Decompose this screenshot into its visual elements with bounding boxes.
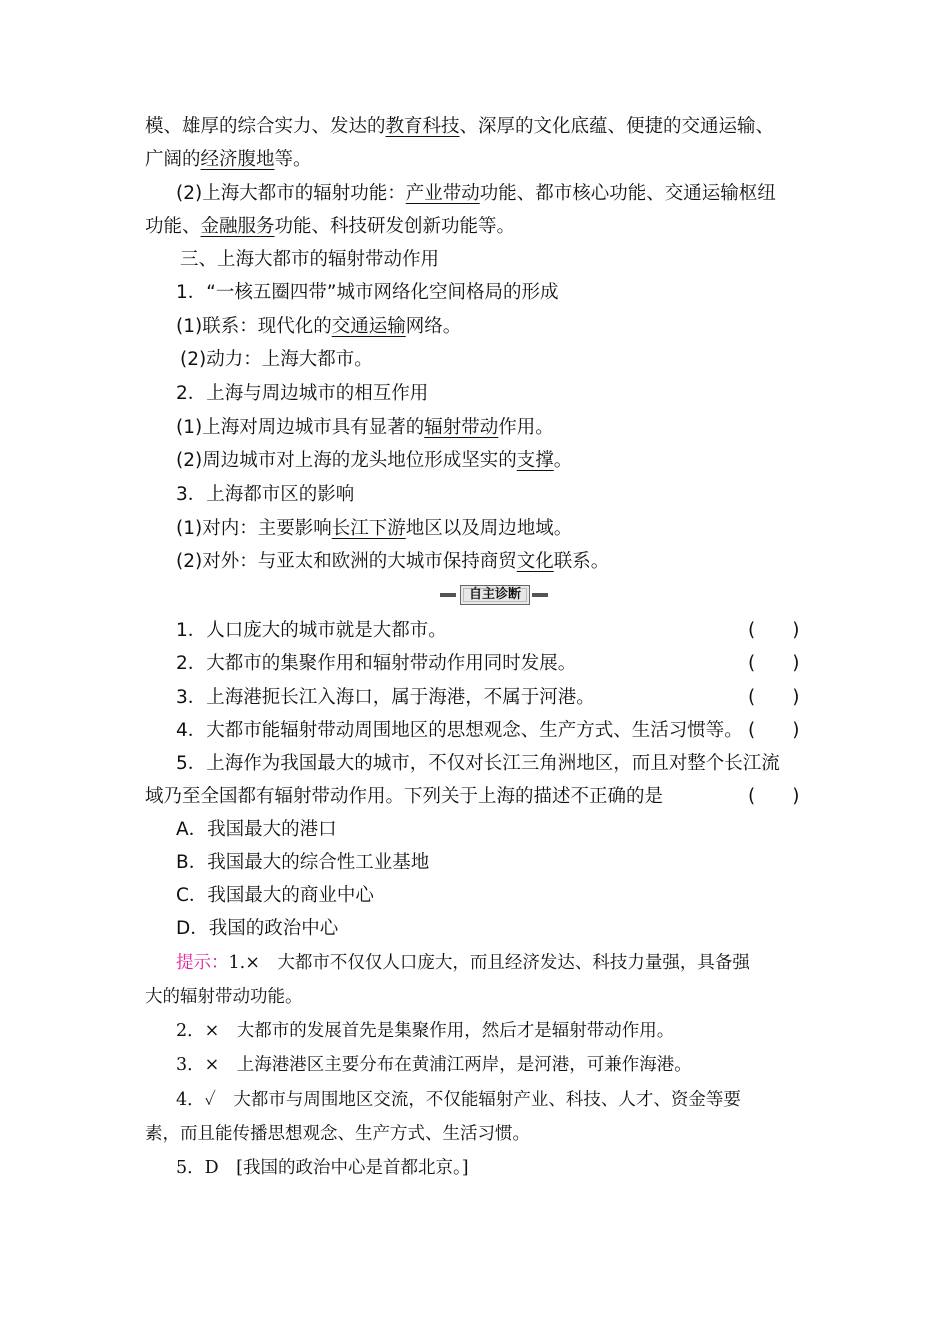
underlined-term: 文化 <box>516 551 554 572</box>
underlined-term: 支撑 <box>516 450 554 471</box>
answer-parenthesis: ( ) <box>748 620 800 641</box>
question-4: 4．大都市能辐射带动周围地区的思想观念、生产方式、生活习惯等。 <box>176 720 743 741</box>
question-5-line-1: 5．上海作为我国最大的城市，不仅对长江三角洲地区，而且对整个长江流 <box>176 753 780 774</box>
underlined-term: 产业带动 <box>405 183 480 204</box>
section-heading: 三、上海大都市的辐射带动作用 <box>180 249 440 270</box>
intro-line-4: 功能、金融服务功能、科技研发创新功能等。 <box>145 216 516 237</box>
answer-4-line-2: 素，而且能传播思想观念、生产方式、生活习惯。 <box>145 1124 530 1144</box>
question-2: 2．大都市的集聚作用和辐射带动作用同时发展。 <box>176 653 577 674</box>
answer-4-line-1: 4．✓ 大都市与周围地区交流，不仅能辐射产业、科技、人才、资金等要 <box>176 1090 741 1110</box>
point-3-title: 3．上海都市区的影响 <box>176 484 355 505</box>
point-2b: (2)周边城市对上海的龙头地位形成坚实的支撑。 <box>176 450 573 471</box>
option-a: A．我国最大的港口 <box>176 819 337 840</box>
answer-5: 5．D [我国的政治中心是首都北京。] <box>176 1158 469 1178</box>
option-b: B．我国最大的综合性工业基地 <box>176 852 430 873</box>
badge-box: 自主诊断 <box>460 585 530 605</box>
self-diagnosis-badge <box>440 585 550 605</box>
underlined-term: 经济腹地 <box>200 149 275 170</box>
answer-1-line-2: 大的辐射带动功能。 <box>145 987 303 1007</box>
question-1: 1．人口庞大的城市就是大都市。 <box>176 620 447 641</box>
point-1b: (2)动力：上海大都市。 <box>180 349 373 370</box>
option-d: D．我国的政治中心 <box>176 918 339 939</box>
underlined-term: 交通运输 <box>331 316 406 337</box>
underlined-term: 教育科技 <box>385 116 460 137</box>
answer-parenthesis: ( ) <box>748 653 800 674</box>
tip-label: 提示： <box>176 953 229 973</box>
question-3: 3．上海港扼长江入海口，属于海港，不属于河港。 <box>176 687 595 708</box>
option-c: C．我国最大的商业中心 <box>176 885 374 906</box>
answer-parenthesis: ( ) <box>748 786 800 807</box>
intro-line-3: (2)上海大都市的辐射功能：产业带动功能、都市核心功能、交通运输枢纽 <box>176 183 776 204</box>
intro-line-2: 广阔的经济腹地等。 <box>145 149 312 170</box>
answer-parenthesis: ( ) <box>748 720 800 741</box>
underlined-term: 金融服务 <box>200 216 275 237</box>
point-1a: (1)联系：现代化的交通运输网络。 <box>176 316 462 337</box>
point-1-title: 1．“一核五圈四带”城市网络化空间格局的形成 <box>176 282 559 303</box>
point-2-title: 2．上海与周边城市的相互作用 <box>176 383 429 404</box>
answer-2: 2．× 大都市的发展首先是集聚作用，然后才是辐射带动作用。 <box>176 1021 675 1041</box>
point-3a: (1)对内：主要影响长江下游地区以及周边地域。 <box>176 518 573 539</box>
underlined-term: 辐射带动 <box>424 417 499 438</box>
answer-parenthesis: ( ) <box>748 687 800 708</box>
answer-3: 3．× 上海港港区主要分布在黄浦江两岸，是河港，可兼作海港。 <box>176 1055 692 1075</box>
underlined-term: 长江下游 <box>331 518 406 539</box>
badge-left-bar <box>440 593 456 597</box>
badge-right-bar <box>532 593 548 597</box>
point-2a: (1)上海对周边城市具有显著的辐射带动作用。 <box>176 417 554 438</box>
point-3b: (2)对外：与亚太和欧洲的大城市保持商贸文化联系。 <box>176 551 610 572</box>
question-5-line-2: 域乃至全国都有辐射带动作用。下列关于上海的描述不正确的是 <box>145 786 664 807</box>
intro-line-1: 模、雄厚的综合实力、发达的教育科技、深厚的文化底蕴、便捷的交通运输、 <box>145 116 775 137</box>
answer-1-line-1: 提示：1.× 大都市不仅仅人口庞大，而且经济发达、科技力量强，具备强 <box>176 953 750 973</box>
